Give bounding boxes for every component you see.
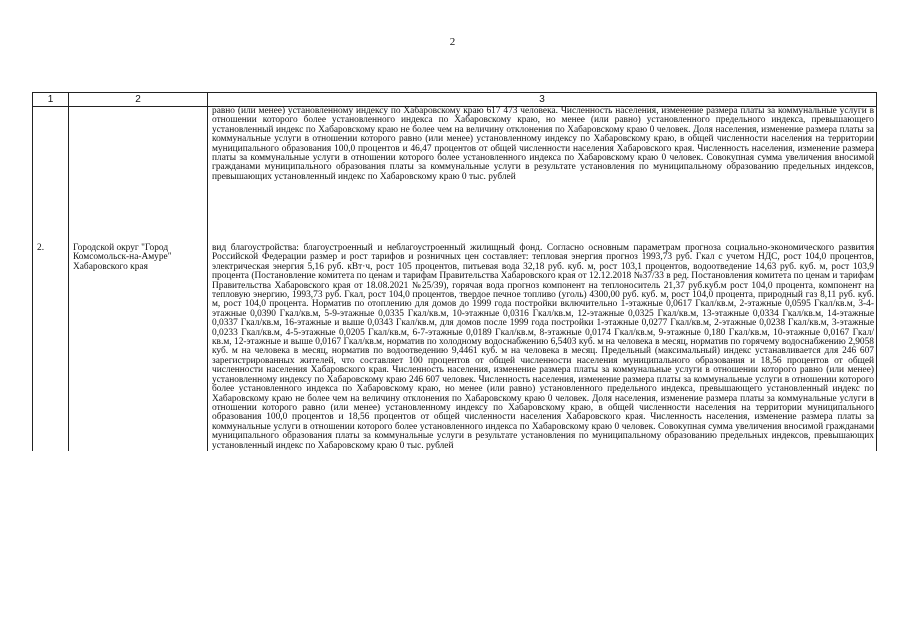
row-description: вид благоустройства: благоустроенный и неблагоустроенный жилищный фонд. Согласно основным параметрам прогноза социально-экономического развития Российской Федерации размер и рост тарифов и розничных цен составляет: тепловая энергия прогноз 1993,73 руб. Гкал с учетом НДС, рост 104,0 процентов, электрическая энергия 5,16 руб. кВт·ч, рост 105 процентов, питьевая вода 32,18 руб. куб. м, рост 103,1 процентов, водоотведение 14,63 руб. куб. м, рост 103,9 процента (Постановление комитета по ценам и тарифам Правительства Хабаровского края от 12.12.2018 №37/33 в ред. Постановления комитета по ценам и тарифам Правительства Хабаровского края от 18.08.2021 №25/39), горячая вода прогноз компонент на теплоноситель 21,37 руб.куб.м рост 104,0 процента, компонент на тепловую энергию, 1993,73 руб. Гкал, рост 104,0 процентов, твердое печное топливо (уголь) 4300,00 руб. куб. м, рост 104,0 процента, природный газ 8,11 руб. куб. м, рост 104,0 процента. Норматив по отоплению для домов до 1999 года постройки включительно 1-этажные 0,0617 Гкал/кв.м, 2-этажные 0,0595 Гкал/кв.м, 3-4-этажные 0,0390 Гкал/кв.м, 5-9-этажные 0,0335 Гкал/кв.м, 10-этажные 0,0316 Гкал/кв.м, 12-этажные 0,0325 Гкал/кв.м, 13-этажные 0,0334 Гкал/кв.м, 14-этажные 0,0337 Гкал/кв.м, 16-этажные и выше 0,0343 Гкал/кв.м, для домов после 1999 года постройки 1-этажные 0,0277 Гкал/кв.м, 2-этажные 0,0238 Гкал/кв.м, 3-этажные 0,0233 Гкал/кв.м, 4-5-этажные 0,0205 Гкал/кв.м, 6-7-этажные 0,0189 Гкал/кв.м, 8-этажные 0,0174 Гкал/кв.м, 9-этажные 0,180 Гкал/кв.м, 10-этажные 0,0167 Гкал/кв.м, 12-этажные и выше 0,0167 Гкал/кв.м, норматив по холодному водоснабжению 6,5403 куб. м на человека в месяц, норматив по горячему водоснабжению 2,9058 куб. м на человека в месяц, норматив по водоотведению 9,4461 куб. м на человека в месяц. Предельный (максимальный) индекс устанавливается для 246 607 зарегистрированных жителей, что составляет 100 процентов от общей численности населения муниципального образования и 18,56 процентов от общей численности населения Хабаровского края. Численность населения, изменение размера платы за коммунальные услуги в отношении которого равно (или менее) установленному индексу по Хабаровскому краю 246 607 человек. Численность населения, изменение размера платы за коммунальные услуги в отношении которого более установленного индекса по Хабаровскому краю, но менее (или равно) установленного предельного индекса, превышающего установленный индекс по Хабаровскому краю не более чем на величину отклонения по Хабаровскому краю 0 человек. Доля населения, изменение размера платы за коммунальные услуги в отношении которого равно (или менее) установленному индексу по Хабаровскому краю, в общей численности населения на территории муниципального образования 100,0 процентов и 18,56 процентов от общей численности населения Хабаровского края. Численность населения, изменение размера платы за коммунальные услуги в отношении которого более установленного индекса по Хабаровскому краю 0 человек. Совокупная сумма увеличения вносимой гражданами муниципального образования платы за коммунальные услуги в результате установления по муниципальному образованию предельных индексов, превышающих установленный индекс по Хабаровскому краю 0 тыс. рублей	[208, 234, 877, 451]
column-header-1: 1	[33, 93, 69, 107]
table-row	[33, 107, 877, 235]
row-description: равно (или менее) установленному индексу по Хабаровскому краю 617 473 человека. Численность населения, изменение размера платы за коммунальные услуги в отношении которого более установленного индекса по Хабаровскому краю, но менее (или равно) установленного предельного индекса, превышающего установленный индекс по Хабаровскому краю не более чем на величину отклонения по Хабаровскому краю 0 человек. Доля населения, изменение размера платы за коммунальные услуги в отношении которого равно (или менее) установленному индексу по Хабаровскому краю, в общей численности населения на территории муниципального образования 100,0 процентов и 46,47 процентов от общей численности населения Хабаровского края. Численность населения, изменение размера платы за коммунальные услуги в отношении которого более установленного индекса по Хабаровскому краю 0 человек. Совокупная сумма увеличения вносимой гражданами муниципального образования платы за коммунальные услуги в результате установления по муниципальному образованию предельных индексов, превышающих установленный индекс по Хабаровскому краю 0 тыс. рублей	[208, 107, 877, 235]
document-table	[32, 92, 877, 451]
table-row	[33, 234, 877, 451]
table-header-row	[33, 93, 877, 107]
column-header-2: 2	[69, 93, 208, 107]
row-number	[33, 107, 69, 235]
row-number: 2.	[33, 234, 69, 451]
municipality-name	[69, 107, 208, 235]
column-header-3: 3	[208, 93, 877, 107]
municipality-name: Городской округ "Город Комсомольск-на-Амуре" Хабаровского края	[69, 234, 208, 451]
page-number: 2	[449, 36, 456, 48]
